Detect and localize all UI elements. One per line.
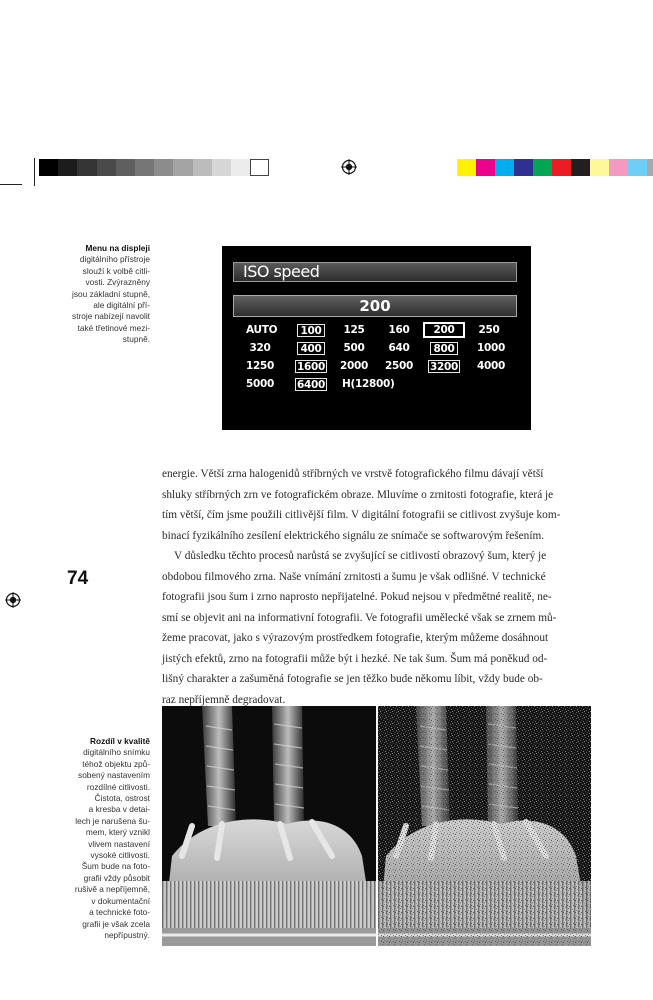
text-line: V důsledku těchto procesů narůstá se zvyšující se citlivostí obrazový šum, který je xyxy=(174,550,547,562)
caption-line: grafii je však zcela xyxy=(82,918,150,929)
crop-mark-vertical xyxy=(34,158,35,186)
body-text xyxy=(162,464,594,710)
color-swatch xyxy=(495,159,514,176)
iso-option-1000: 1000 xyxy=(476,342,506,354)
iso-option-100: 100 xyxy=(297,324,325,337)
iso-option-6400: 6400 xyxy=(296,379,326,391)
color-calibration-bar xyxy=(457,159,653,176)
gray-swatch xyxy=(250,159,269,176)
caption-line: vysoké citlivosti. xyxy=(90,850,150,861)
gray-swatch xyxy=(173,159,192,176)
text-line: energie. Větší zrna halogenidů stříbrných ve vrstvě fotografického filmu dávají větší xyxy=(162,468,544,480)
caption-noise-comparison xyxy=(75,736,150,941)
caption-line: vlivem nastavení xyxy=(88,838,150,849)
photo-high-iso xyxy=(378,706,591,946)
iso-option-500: 500 xyxy=(343,342,365,354)
gray-swatch xyxy=(58,159,77,176)
iso-option-auto: AUTO xyxy=(246,324,278,336)
iso-menu-title: ISO speed xyxy=(233,262,517,282)
gray-swatch xyxy=(154,159,173,176)
color-swatch xyxy=(590,159,609,176)
iso-option-640: 640 xyxy=(388,342,410,354)
gray-swatch xyxy=(116,159,135,176)
caption-line: digitálního přístroje xyxy=(79,254,150,265)
caption-line: ale digitální pří- xyxy=(93,300,150,311)
gray-swatch xyxy=(231,159,250,176)
iso-current-value: 200 xyxy=(233,295,517,317)
caption-line: Čistota, ostrost xyxy=(94,793,150,804)
caption-line: a technické foto- xyxy=(89,907,150,918)
caption-line: nepřípustný. xyxy=(104,929,150,940)
iso-option-250: 250 xyxy=(478,324,500,336)
registration-mark-left xyxy=(5,592,21,608)
text-line: tím větší, čím jsme použili citlivější film. V digitální fotografii se citlivost zvyšuje kom- xyxy=(162,509,561,521)
color-swatch xyxy=(609,159,628,176)
text-line: obdobou filmového zrna. Naše vnímání zrnitosti a šumu je však odlišné. V technické xyxy=(162,570,546,583)
page-number: 74 xyxy=(67,568,89,589)
color-swatch xyxy=(628,159,647,176)
gray-swatch xyxy=(39,159,58,176)
iso-option-h12800: H(12800) xyxy=(342,378,395,390)
text-line: raz nepříjemně degradovat. xyxy=(162,693,286,706)
color-swatch xyxy=(457,159,476,176)
iso-option-200-selected: 200 xyxy=(423,322,465,338)
iso-option-1250: 1250 xyxy=(245,360,275,372)
caption-line: Šum bude na foto- xyxy=(81,861,150,872)
text-line: lišný charakter a zašuměná fotografie se jen těžko bude někomu líbit, vždy bude ob- xyxy=(162,673,543,685)
caption-title: Rozdíl v kvalitě xyxy=(90,736,150,746)
caption-line: také třetinové mezi- xyxy=(77,322,150,333)
caption-line: lech je narušena šu- xyxy=(75,815,150,826)
text-line: jistých efektů, zrno na fotografii může být i hezké. Ne tak šum. Šum má poněkud od- xyxy=(162,652,548,665)
caption-line: v dokumentační xyxy=(91,895,150,906)
text-line: fotografii jsou šum i zrno naprosto nepřijatelné. Pokud nejsou v předmětné realitě, ne- xyxy=(162,591,552,603)
iso-option-2000: 2000 xyxy=(339,360,369,372)
color-swatch xyxy=(552,159,571,176)
caption-line: vosti. Zvýrazněny xyxy=(85,277,150,288)
gray-swatch xyxy=(77,159,96,176)
caption-line: slouží k volbě citli- xyxy=(82,265,150,276)
iso-option-320: 320 xyxy=(249,342,271,354)
caption-line: jsou základní stupně, xyxy=(72,288,150,299)
paragraph xyxy=(162,464,594,546)
crop-mark-horizontal xyxy=(0,184,22,185)
iso-option-5000: 5000 xyxy=(245,378,275,390)
caption-line: mem, který vznikl xyxy=(85,827,150,838)
caption-line: a kresba v detai- xyxy=(88,804,150,815)
registration-mark-top xyxy=(341,159,357,175)
color-swatch xyxy=(571,159,590,176)
iso-option-160: 160 xyxy=(388,324,410,336)
caption-title: Menu na displeji xyxy=(85,243,150,253)
caption-line: stupně. xyxy=(122,334,150,345)
iso-option-400: 400 xyxy=(297,342,325,355)
gray-swatch xyxy=(212,159,231,176)
caption-line: sobený nastavením xyxy=(78,770,150,781)
color-swatch xyxy=(514,159,533,176)
iso-option-800: 800 xyxy=(430,342,458,355)
text-line: smí se objevit ani na informativní fotografii. Ve fotografii umělecké však se zrnem mů- xyxy=(162,611,557,624)
gray-swatch xyxy=(135,159,154,176)
grayscale-calibration-bar xyxy=(39,159,269,176)
camera-iso-menu-screenshot xyxy=(222,246,531,430)
iso-option-2500: 2500 xyxy=(384,360,414,372)
gray-swatch xyxy=(97,159,116,176)
text-line: binací fyzikálního zesílení elektrického signálu ze snímače se softwarovým řešením. xyxy=(162,529,545,542)
text-line: shluky stříbrných zrn ve fotografickém obraze. Mluvíme o zrnitosti fotografie, která je xyxy=(162,488,554,501)
iso-option-3200: 3200 xyxy=(429,361,459,373)
color-swatch xyxy=(476,159,495,176)
paragraph xyxy=(162,546,594,710)
caption-camera-menu xyxy=(72,243,150,346)
iso-option-125: 125 xyxy=(343,324,365,336)
color-swatch xyxy=(533,159,552,176)
photo-low-iso xyxy=(162,706,376,946)
caption-line: téhož objektu způ- xyxy=(82,758,150,769)
caption-line: rušivě a nepříjemně, xyxy=(74,884,150,895)
iso-option-1600: 1600 xyxy=(296,361,326,373)
caption-line: stroje nabízejí navolit xyxy=(72,311,150,322)
caption-line: grafii vždy působit xyxy=(83,872,150,883)
text-line: žeme pracovat, jako s výrazovým prostředkem fotografie, kterým můžeme dosáhnout xyxy=(162,632,549,644)
color-swatch xyxy=(647,159,653,176)
iso-option-4000: 4000 xyxy=(476,360,506,372)
caption-line: digitálního snímku xyxy=(83,747,150,758)
caption-line: rozdílné citlivosti. xyxy=(86,781,150,792)
gray-swatch xyxy=(193,159,212,176)
